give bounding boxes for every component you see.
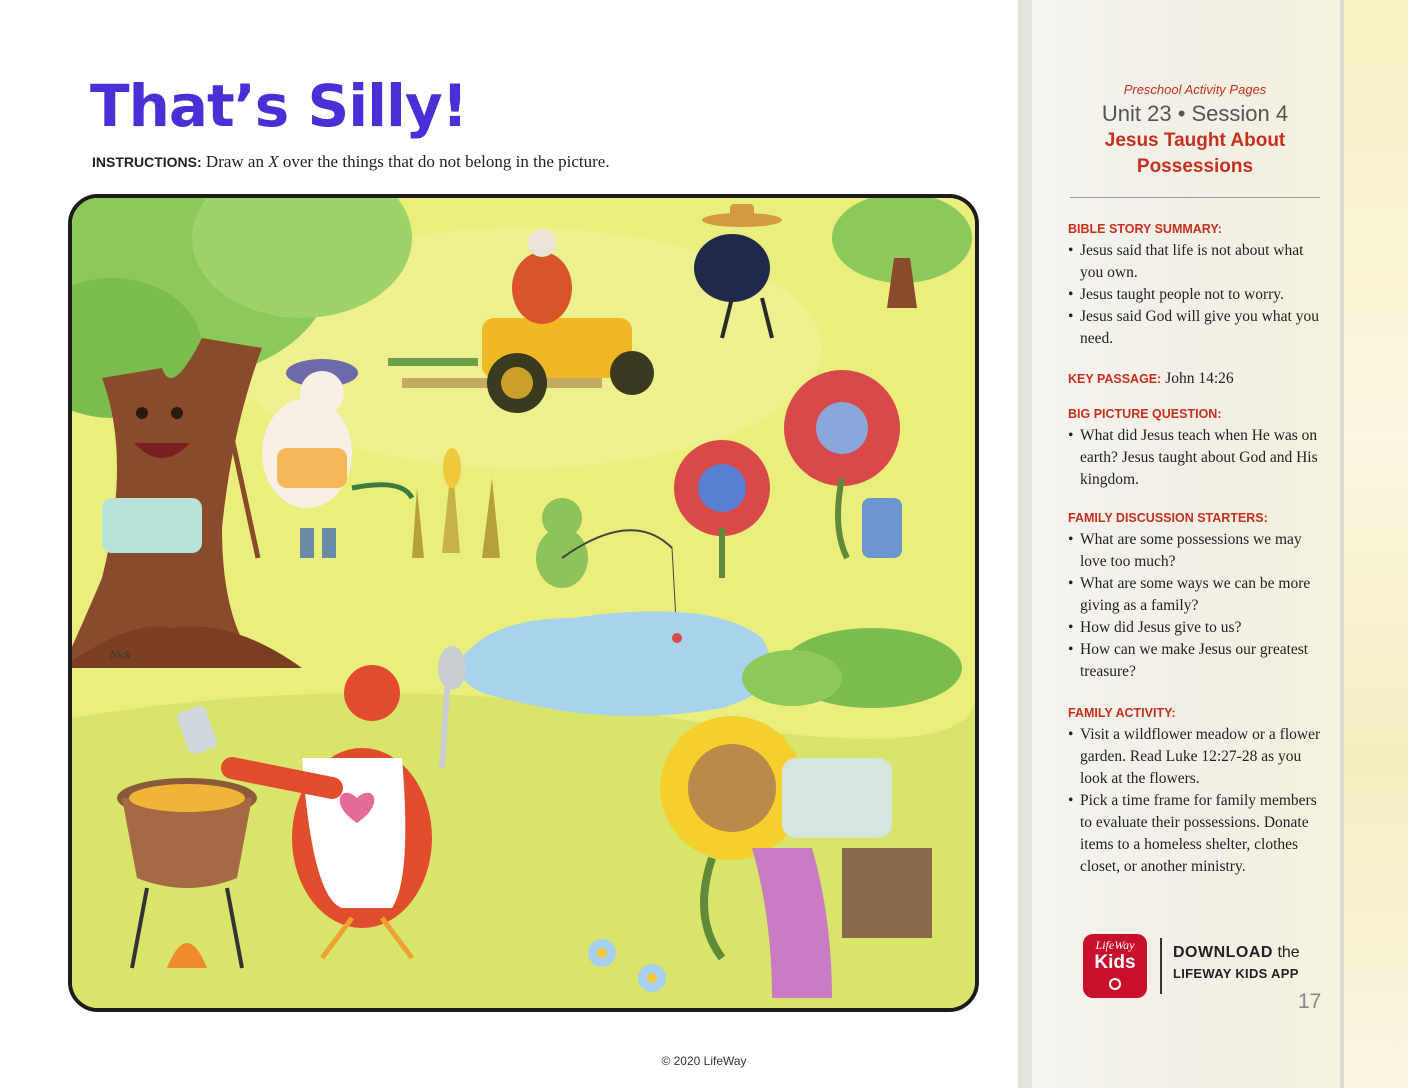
big-picture-question — [1068, 407, 1330, 491]
header-subtitle: Preschool Activity Pages — [1123, 82, 1267, 97]
app-divider — [1160, 938, 1162, 994]
instructions-text-pre: Draw an — [205, 152, 264, 171]
list-item: • Jesus said that life is not about what you own. — [1068, 240, 1330, 284]
instructions — [92, 152, 610, 172]
section-heading: FAMILY DISCUSSION STARTERS: — [1068, 511, 1268, 525]
list-item: • What did Jesus teach when He was on earth? Jesus taught about God and His kingdom. — [1068, 425, 1330, 491]
instructions-label: INSTRUCTIONS: — [92, 154, 202, 170]
list-item: • Jesus taught people not to worry. — [1068, 284, 1330, 306]
lifeway-kids-logo[interactable] — [1083, 934, 1147, 998]
page-title: That’s Silly! — [90, 72, 468, 140]
download-word: DOWNLOAD — [1173, 944, 1273, 961]
instructions-x: X — [268, 152, 279, 171]
logo-text-kids: Kids — [1094, 952, 1136, 973]
list-item: • How can we make Jesus our greatest treasure? — [1068, 639, 1330, 683]
bible-story-summary — [1068, 222, 1330, 350]
instructions-text-post: over the things that do not belong in the picture. — [282, 152, 610, 171]
list-item: • Visit a wildflower meadow or a flower garden. Read Luke 12:27-28 as you look at the flowers. — [1068, 724, 1330, 790]
list-item: • What are some possessions we may love too much? — [1068, 529, 1330, 573]
list-item: • Pick a time frame for family members to evaluate their possessions. Donate items to a homeless shelter, clothes closet, or another ministry. — [1068, 790, 1330, 878]
key-passage — [1068, 368, 1330, 390]
section-heading: FAMILY ACTIVITY: — [1068, 706, 1176, 720]
section-heading: BIBLE STORY SUMMARY: — [1068, 222, 1222, 236]
family-activity — [1068, 706, 1330, 878]
copyright: © 2020 LifeWay — [661, 1054, 747, 1068]
key-passage-value: John 14:26 — [1165, 370, 1234, 387]
sidebar-watercolor — [1344, 0, 1408, 1088]
download-rest: the — [1277, 944, 1300, 961]
logo-text-lifeway: LifeWay — [1095, 938, 1135, 952]
key-passage-label: KEY PASSAGE: — [1068, 372, 1162, 386]
family-discussion-starters — [1068, 511, 1330, 683]
page-number: 17 — [1298, 990, 1322, 1013]
list-item: • Jesus said God will give you what you need. — [1068, 306, 1330, 350]
app-name: LIFEWAY KIDS APP — [1173, 966, 1299, 981]
header-divider — [1070, 197, 1320, 198]
sidebar-edge — [1018, 0, 1032, 1088]
list-item: • How did Jesus give to us? — [1068, 617, 1330, 639]
artist-signature: Nick — [110, 649, 131, 661]
activity-picture[interactable] — [68, 194, 979, 1012]
list-item: • What are some ways we can be more giving as a family? — [1068, 573, 1330, 617]
download-text[interactable] — [1173, 944, 1300, 962]
cross-icon — [1109, 978, 1121, 990]
session-title-line2: Possessions — [1136, 156, 1254, 177]
session-title-line1: Jesus Taught About — [1104, 130, 1286, 151]
session-title — [1068, 128, 1322, 180]
header-unit: Unit 23 • Session 4 — [1101, 101, 1289, 126]
section-heading: BIG PICTURE QUESTION: — [1068, 407, 1222, 421]
